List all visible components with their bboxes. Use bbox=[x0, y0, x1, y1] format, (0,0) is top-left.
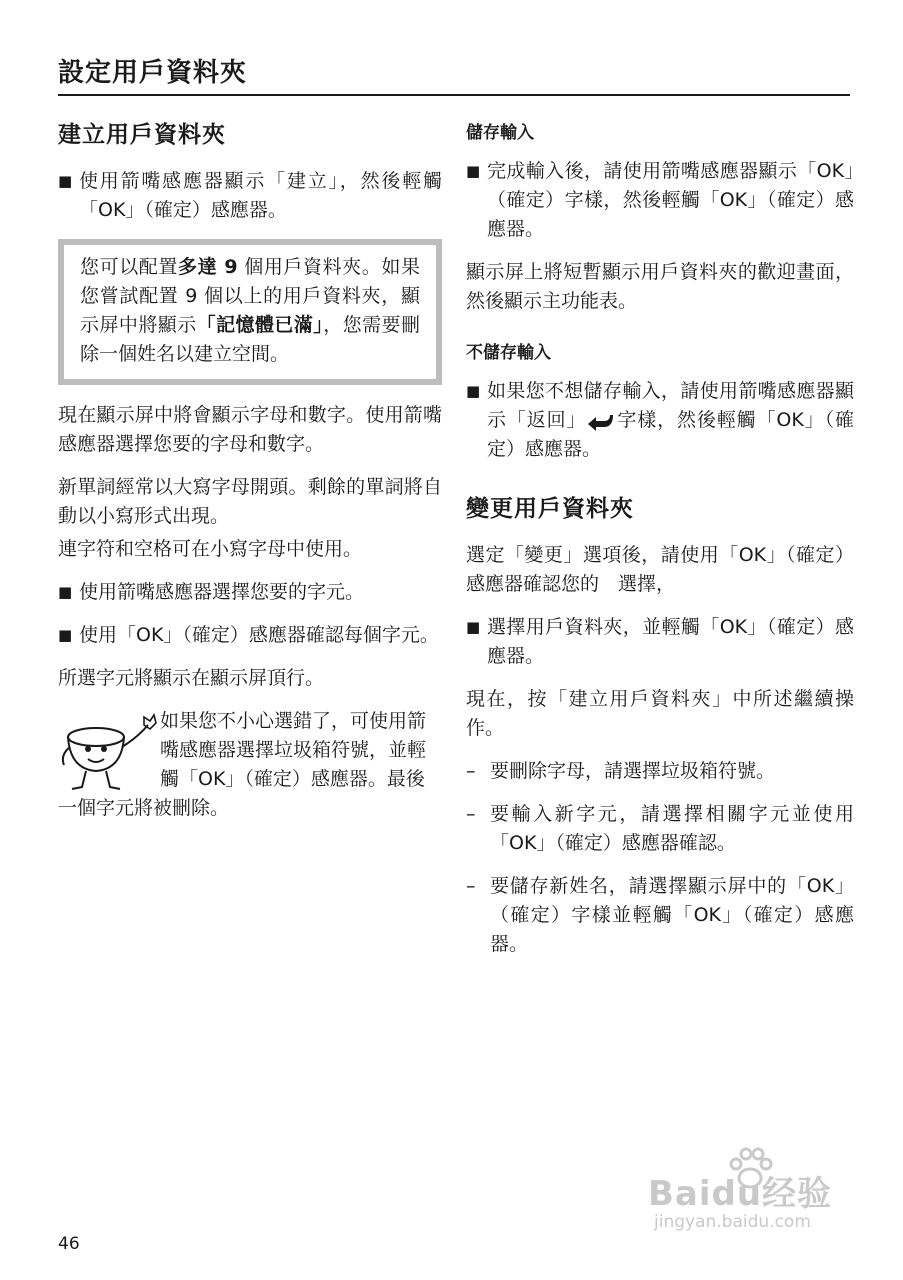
dash-icon: – bbox=[466, 760, 476, 782]
dash-text: 要輸入新字元，請選擇相關字元並使用「OK」（確定）感應器確認。 bbox=[490, 803, 854, 854]
paragraph: 連字符和空格可在小寫字母中使用。 bbox=[58, 538, 363, 560]
bullet-item bbox=[58, 578, 442, 607]
dash-text: 要儲存新姓名，請選擇顯示屏中的「OK」（確定）字樣並輕觸「OK」（確定）感應器。 bbox=[490, 875, 854, 955]
bullet-icon: ■ bbox=[466, 162, 481, 180]
note-text: ，您需要刪除一個姓名以建立空間。 bbox=[80, 314, 420, 365]
left-column bbox=[58, 112, 442, 823]
right-column bbox=[466, 112, 854, 973]
tip-text: 如果您不小心選錯了，可使用箭嘴感應器選擇垃圾箱符號，並輕觸「OK」（確定）感應器。最後一個字元將被刪除。 bbox=[58, 710, 427, 819]
back-arrow-icon bbox=[586, 410, 616, 432]
bullet-item bbox=[58, 167, 442, 225]
bullet-text-part: 字樣，然後輕觸「OK」（確定）感應器。 bbox=[487, 409, 854, 460]
bullet-text: 使用箭嘴感應器選擇您要的字元。 bbox=[79, 581, 365, 603]
note-text: 個用戶資料夾。如果您嘗試配置 9 個以上的用戶資料夾，顯示屏中將顯示 bbox=[80, 256, 420, 336]
bullet-text: 選擇用戶資料夾，並輕觸「OK」（確定）感應器。 bbox=[487, 616, 854, 667]
section-heading-nosave: 不儲存輸入 bbox=[466, 343, 551, 363]
dash-item bbox=[466, 757, 854, 786]
bullet-text: 完成輸入後，請使用箭嘴感應器顯示「OK」（確定）字樣，然後輕觸「OK」（確定）感應器。 bbox=[487, 160, 854, 240]
mascot-tip-icon bbox=[58, 707, 160, 793]
dash-item bbox=[466, 872, 854, 959]
paragraph: 現在，按「建立用戶資料夾」中所述繼續操作。 bbox=[466, 688, 854, 739]
section-heading-change: 變更用戶資料夾 bbox=[466, 496, 634, 522]
bullet-icon: ■ bbox=[58, 626, 73, 644]
page-number: 46 bbox=[58, 1234, 80, 1254]
paragraph: 選定「變更」選項後，請使用「OK」（確定）感應器確認您的 選擇， bbox=[466, 544, 854, 595]
dash-icon: – bbox=[466, 875, 476, 897]
bullet-text: 使用箭嘴感應器顯示「建立」，然後輕觸「OK」（確定）感應器。 bbox=[79, 170, 442, 221]
paragraph: 所選字元將顯示在顯示屏頂行。 bbox=[58, 667, 325, 689]
bullet-text bbox=[487, 377, 854, 464]
note-bold: 「記憶體已滿」 bbox=[196, 314, 324, 336]
note-text: 您可以配置 bbox=[80, 256, 178, 278]
title-divider bbox=[58, 94, 850, 96]
bullet-icon: ■ bbox=[466, 382, 481, 400]
paragraph: 現在顯示屏中將會顯示字母和數字。使用箭嘴感應器選擇您要的字母和數字。 bbox=[58, 404, 442, 455]
bullet-item bbox=[466, 377, 854, 464]
tip-block bbox=[58, 707, 442, 823]
baidu-watermark bbox=[640, 1148, 870, 1248]
page-title: 設定用戶資料夾 bbox=[58, 58, 248, 88]
bullet-item bbox=[466, 613, 854, 671]
bullet-item bbox=[58, 621, 442, 650]
paragraph: 顯示屏上將短暫顯示用戶資料夾的歡迎畫面，然後顯示主功能表。 bbox=[466, 261, 854, 312]
bullet-item bbox=[466, 157, 854, 244]
dash-item bbox=[466, 800, 854, 858]
note-bold: 多達 9 bbox=[177, 256, 238, 278]
dash-icon: – bbox=[466, 803, 476, 825]
note-box bbox=[58, 239, 442, 385]
paragraph: 新單詞經常以大寫字母開頭。剩餘的單詞將自動以小寫形式出現。 bbox=[58, 476, 442, 527]
bullet-text: 使用「OK」（確定）感應器確認每個字元。 bbox=[79, 624, 439, 646]
watermark-url: jingyan.baidu.com bbox=[654, 1212, 811, 1232]
bullet-icon: ■ bbox=[58, 583, 73, 601]
section-heading-save: 儲存輸入 bbox=[466, 123, 534, 143]
watermark-brand: Baidu经验 bbox=[648, 1174, 833, 1214]
bullet-icon: ■ bbox=[58, 172, 73, 190]
bullet-text-part: 如果您不想儲存輸入，請使用箭嘴感應器顯示「返回」 bbox=[487, 380, 854, 431]
dash-text: 要刪除字母，請選擇垃圾箱符號。 bbox=[490, 760, 776, 782]
section-heading-create: 建立用戶資料夾 bbox=[58, 122, 226, 148]
bullet-icon: ■ bbox=[466, 618, 481, 636]
